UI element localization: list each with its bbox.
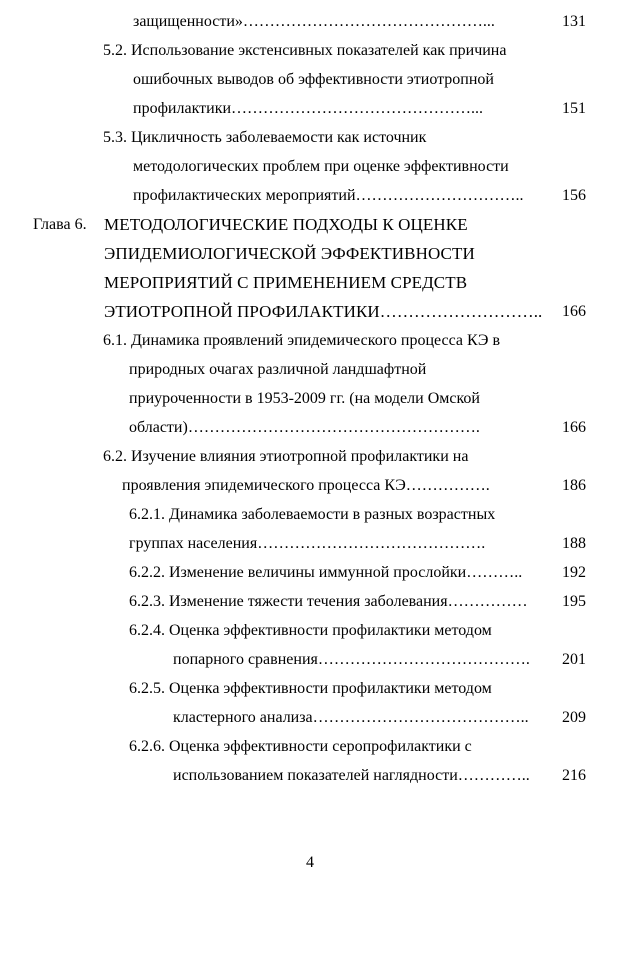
chapter-6-title: МЕТОДОЛОГИЧЕСКИЕ ПОДХОДЫ К ОЦЕНКЕ (104, 215, 468, 234)
toc-entry-text: природных очагах различной ландшафтной (129, 361, 427, 378)
chapter-6-title: ЭТИОТРОПНОЙ ПРОФИЛАКТИКИ……………………….. (104, 302, 543, 321)
toc-page-number: 166 (562, 303, 586, 320)
toc-entry-6-1: 6.1. Динамика проявлений эпидемического процесса КЭ в (103, 332, 500, 349)
toc-page-number: 195 (562, 593, 586, 610)
page-number-footer: 4 (306, 854, 314, 871)
toc-entry-text: попарного сравнения…………………………………. (173, 651, 530, 668)
toc-entry-text: методологических проблем при оценке эффективности (133, 158, 509, 175)
toc-entry-text: области)………………………………………………. (129, 419, 480, 436)
toc-entry-6-2-5: 6.2.5. Оценка эффективности профилактики методом (129, 680, 492, 697)
toc-page-number: 188 (562, 535, 586, 552)
toc-page-number: 209 (562, 709, 586, 726)
toc-entry-text: профилактики………………………………………... (133, 100, 484, 117)
toc-entry-text: защищенности»………………………………………... (133, 13, 495, 30)
toc-entry-6-2-6: 6.2.6. Оценка эффективности серопрофилактики с (129, 738, 472, 755)
toc-entry-text: приуроченности в 1953-2009 гг. (на модели Омской (129, 390, 480, 407)
toc-entry-5-3: 5.3. Цикличность заболеваемости как источник (103, 129, 427, 146)
toc-entry-text: профилактических мероприятий………………………….. (133, 187, 524, 204)
toc-entry-6-2: 6.2. Изучение влияния этиотропной профилактики на (103, 448, 469, 465)
toc-entry-text: ошибочных выводов об эффективности этиотропной (133, 71, 494, 88)
toc-page-number: 216 (562, 767, 586, 784)
toc-page-number: 166 (562, 419, 586, 436)
toc-page-number: 156 (562, 187, 586, 204)
toc-page-number: 131 (562, 13, 586, 30)
chapter-6-title: МЕРОПРИЯТИЙ С ПРИМЕНЕНИЕМ СРЕДСТВ (104, 273, 468, 292)
toc-entry-text: кластерного анализа………………………………….. (173, 709, 529, 726)
toc-entry-text: использованием показателей наглядности………….. (173, 767, 530, 784)
toc-page-number: 186 (562, 477, 586, 494)
toc-entry-6-2-1: 6.2.1. Динамика заболеваемости в разных возрастных (129, 506, 496, 523)
toc-entry-6-2-2: 6.2.2. Изменение величины иммунной прослойки……….. (129, 564, 523, 581)
toc-entry-text: группах населения……………………………………. (129, 535, 486, 552)
toc-page-number: 151 (562, 100, 586, 117)
toc-page-number: 192 (562, 564, 586, 581)
toc-entry-text: проявления эпидемического процесса КЭ……………. (122, 477, 490, 494)
toc-entry-6-2-4: 6.2.4. Оценка эффективности профилактики методом (129, 622, 492, 639)
toc-page-number: 201 (562, 651, 586, 668)
toc-entry-5-2: 5.2. Использование экстенсивных показателей как причина (103, 42, 507, 59)
toc-entry-6-2-3: 6.2.3. Изменение тяжести течения заболевания…………… (129, 593, 528, 610)
chapter-6-title: ЭПИДЕМИОЛОГИЧЕСКОЙ ЭФФЕКТИВНОСТИ (104, 244, 475, 263)
chapter-6-label: Глава 6. (33, 216, 87, 233)
